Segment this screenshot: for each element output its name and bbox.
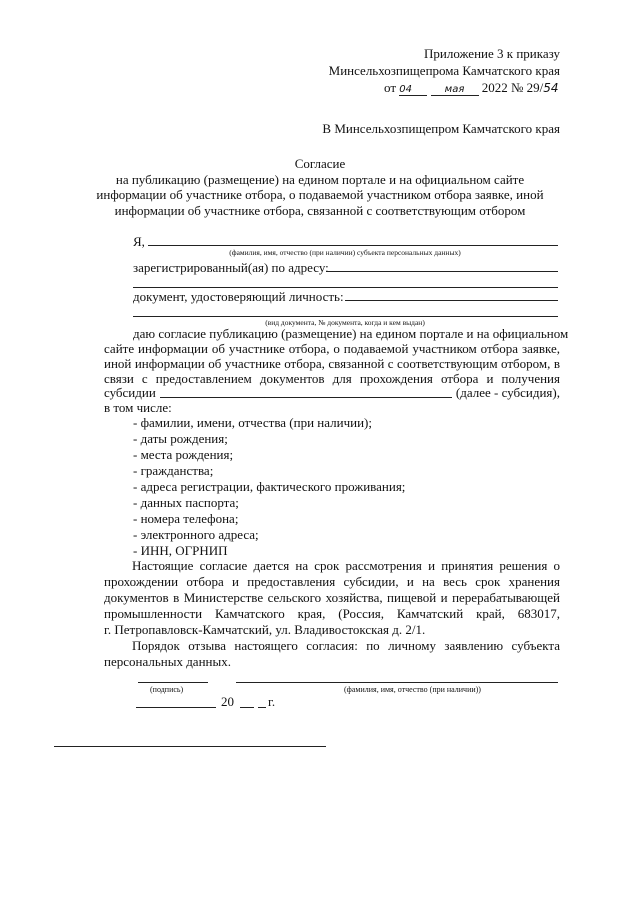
address-field-line[interactable] (326, 271, 558, 272)
list-item: - адреса регистрации, фактического проживания; (133, 479, 406, 494)
document-field-line[interactable] (345, 300, 558, 301)
year-suffix: г. (268, 694, 276, 709)
term-line-2: прохождении отбора и предоставления субсидии, и на весь срок хранения (104, 574, 560, 589)
date-prefix: от (384, 80, 397, 95)
year-prefix: 20 (221, 694, 234, 709)
list-item: - данных паспорта; (133, 495, 239, 510)
fio-caption: (фамилия, имя, отчество (при наличии) субъекта персональных данных) (229, 248, 461, 257)
term-line-1: Настоящие согласие дается на срок рассмотрения и принятия решения о (132, 558, 560, 573)
order-number: 54 (543, 81, 559, 95)
revocation-line-2: персональных данных. (104, 654, 231, 669)
consent-line-4: связи с предоставлением документов для прохождения отбора и получения (104, 371, 560, 386)
consent-line-3: иной информации об участнике отбора, связанной с соответствующим отбором, в (104, 356, 560, 371)
subsidy-field-line[interactable] (160, 397, 452, 398)
consent-line-1: даю согласие публикацию (размещение) на едином портале и на официальном (133, 326, 569, 341)
including-label: в том числе: (104, 400, 172, 415)
i-label: Я, (133, 234, 145, 249)
name-signature-line[interactable] (236, 682, 558, 683)
subsidy-suffix: (далее - субсидия), (455, 385, 560, 400)
document-label: документ, удостоверяющий личность: (133, 289, 344, 304)
year-digits-line[interactable] (240, 707, 254, 708)
document-caption: (вид документа, № документа, когда и кем выдан) (265, 318, 425, 327)
subsidy-label: субсидии (104, 385, 156, 400)
year-digit-line[interactable] (258, 707, 266, 708)
title-line-1: на публикацию (размещение) на едином портале и на официальном сайте (115, 172, 525, 187)
term-line-3: документов в Министерстве сельского хозяйства, пищевой и перерабатывающей (104, 590, 560, 605)
date-day: 04 (399, 84, 427, 96)
order-date-line (384, 80, 559, 96)
revocation-line-1: Порядок отзыва настоящего согласия: по личному заявлению субъекта (132, 638, 560, 653)
list-item: - гражданства; (133, 463, 214, 478)
addressee: В Минсельхозпищепром Камчатского края (322, 121, 560, 136)
consent-line-2: сайте информации об участнике отбора, о подаваемой участником отбора заявке, (104, 341, 560, 356)
title-line-2: информации об участнике отбора, о подаваемой участником отбора заявке, иной (96, 187, 544, 202)
list-item: - ИНН, ОГРНИП (133, 543, 228, 558)
registered-label: зарегистрированный(ая) по адресу: (133, 260, 329, 275)
date-rest: 2022 № 29/ (481, 80, 544, 95)
term-line-5: г. Петропавловск-Камчатский, ул. Владивостокская д. 2/1. (104, 622, 426, 637)
document-field-line-2[interactable] (133, 316, 558, 317)
footer-rule (54, 746, 326, 747)
list-item: - даты рождения; (133, 431, 228, 446)
document-title: Согласие (294, 156, 346, 171)
list-item: - номера телефона; (133, 511, 239, 526)
address-field-line-2[interactable] (133, 287, 558, 288)
list-item: - электронного адреса; (133, 527, 259, 542)
appendix-line: Приложение 3 к приказу (423, 46, 560, 61)
signature-caption: (подпись) (150, 685, 184, 694)
date-day-month-line[interactable] (136, 707, 216, 708)
name-caption: (фамилия, имя, отчество (при наличии)) (344, 685, 481, 694)
date-month: мая (431, 84, 479, 96)
ministry-line: Минсельхозпищепрома Камчатского края (328, 63, 560, 78)
title-line-3: информации об участнике отбора, связанной с соответствующим отбором (114, 203, 526, 218)
list-item: - места рождения; (133, 447, 234, 462)
fio-field-line[interactable] (148, 245, 558, 246)
list-item: - фамилии, имени, отчества (при наличии); (133, 415, 372, 430)
term-line-4: промышленности Камчатского края, (Россия, Камчатский край, 683017, (104, 606, 560, 621)
signature-line[interactable] (138, 682, 208, 683)
